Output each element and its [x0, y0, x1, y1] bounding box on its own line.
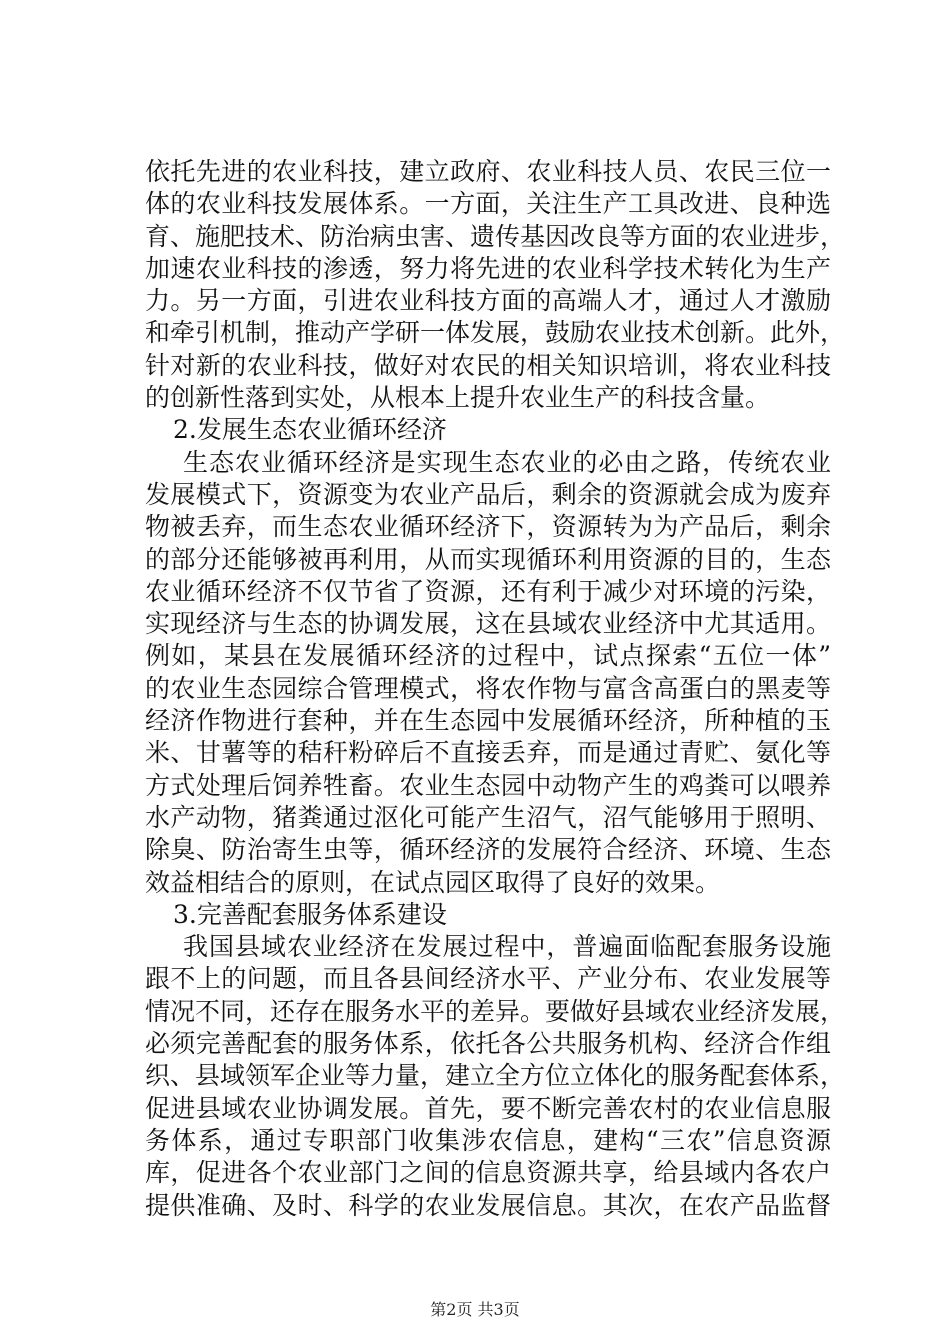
text-line: 育、施肥技术、防治病虫害、遗传基因改良等方面的农业进步，: [145, 221, 846, 251]
section-heading: 2.发展生态农业循环经济: [173, 415, 447, 445]
text-line: 的创新性落到实处，从根本上提升农业生产的科技含量。: [145, 383, 771, 413]
text-line: 除臭、防治寄生虫等，循环经济的发展符合经济、环境、生态: [145, 835, 831, 865]
text-line: 库，促进各个农业部门之间的信息资源共享，给县域内各农户: [145, 1158, 831, 1188]
text-line: 的部分还能够被再利用，从而实现循环利用资源的目的，生态: [145, 544, 831, 574]
text-line: 力。另一方面，引进农业科技方面的高端人才，通过人才激励: [145, 286, 831, 316]
text-line: 跟不上的问题，而且各县间经济水平、产业分布、农业发展等: [145, 964, 831, 994]
text-line: 加速农业科技的渗透，努力将先进的农业科学技术转化为生产: [145, 253, 831, 283]
text-line: 实现经济与生态的协调发展，这在县域农业经济中尤其适用。: [145, 609, 831, 639]
text-line: 务体系，通过专职部门收集涉农信息，建构“三农”信息资源: [145, 1125, 831, 1155]
text-line: 体的农业科技发展体系。一方面，关注生产工具改进、良种选: [145, 189, 831, 219]
text-line: 水产动物，猪粪通过沤化可能产生沼气，沼气能够用于照明、: [145, 802, 831, 832]
text-line: 织、县域领军企业等力量，建立全方位立体化的服务配套体系，: [145, 1061, 846, 1091]
text-line: 米、甘薯等的秸秆粉碎后不直接丢弃，而是通过青贮、氨化等: [145, 738, 831, 768]
text-line: 促进县域农业协调发展。首先，要不断完善农村的农业信息服: [145, 1093, 831, 1123]
text-line: 情况不同，还存在服务水平的差异。要做好县域农业经济发展，: [145, 996, 846, 1026]
text-line: 必须完善配套的服务体系，依托各公共服务机构、经济合作组: [145, 1029, 831, 1059]
body-text: [145, 156, 846, 1222]
page-number-footer: 第2页 共3页: [430, 1300, 520, 1319]
text-line: 发展模式下，资源变为农业产品后，剩余的资源就会成为废弃: [145, 479, 831, 509]
text-line: 例如，某县在发展循环经济的过程中，试点探索“五位一体”: [145, 641, 831, 671]
text-line: 提供准确、及时、科学的农业发展信息。其次，在农产品监督: [145, 1190, 831, 1220]
text-line: 针对新的农业科技，做好对农民的相关知识培训，将农业科技: [145, 350, 831, 380]
text-line: 方式处理后饲养牲畜。农业生态园中动物产生的鸡粪可以喂养: [145, 770, 831, 800]
text-line: 依托先进的农业科技，建立政府、农业科技人员、农民三位一: [145, 157, 831, 186]
paragraph-first-line: 生态农业循环经济是实现生态农业的必由之路，传统农业: [183, 447, 831, 477]
text-line: 经济作物进行套种，并在生态园中发展循环经济，所种植的玉: [145, 706, 831, 736]
text-line: 物被丢弃，而生态农业循环经济下，资源转为为产品后，剩余: [145, 512, 831, 542]
text-line: 效益相结合的原则，在试点园区取得了良好的效果。: [145, 867, 721, 897]
text-line: 农业循环经济不仅节省了资源，还有利于减少对环境的污染，: [145, 576, 831, 606]
section-heading: 3.完善配套服务体系建设: [173, 899, 447, 929]
text-line: 和牵引机制，推动产学研一体发展，鼓励农业技术创新。此外，: [145, 318, 846, 348]
paragraph-first-line: 我国县域农业经济在发展过程中，普遍面临配套服务设施: [183, 932, 831, 962]
text-line: 的农业生态园综合管理模式，将农作物与富含高蛋白的黑麦等: [145, 673, 831, 703]
